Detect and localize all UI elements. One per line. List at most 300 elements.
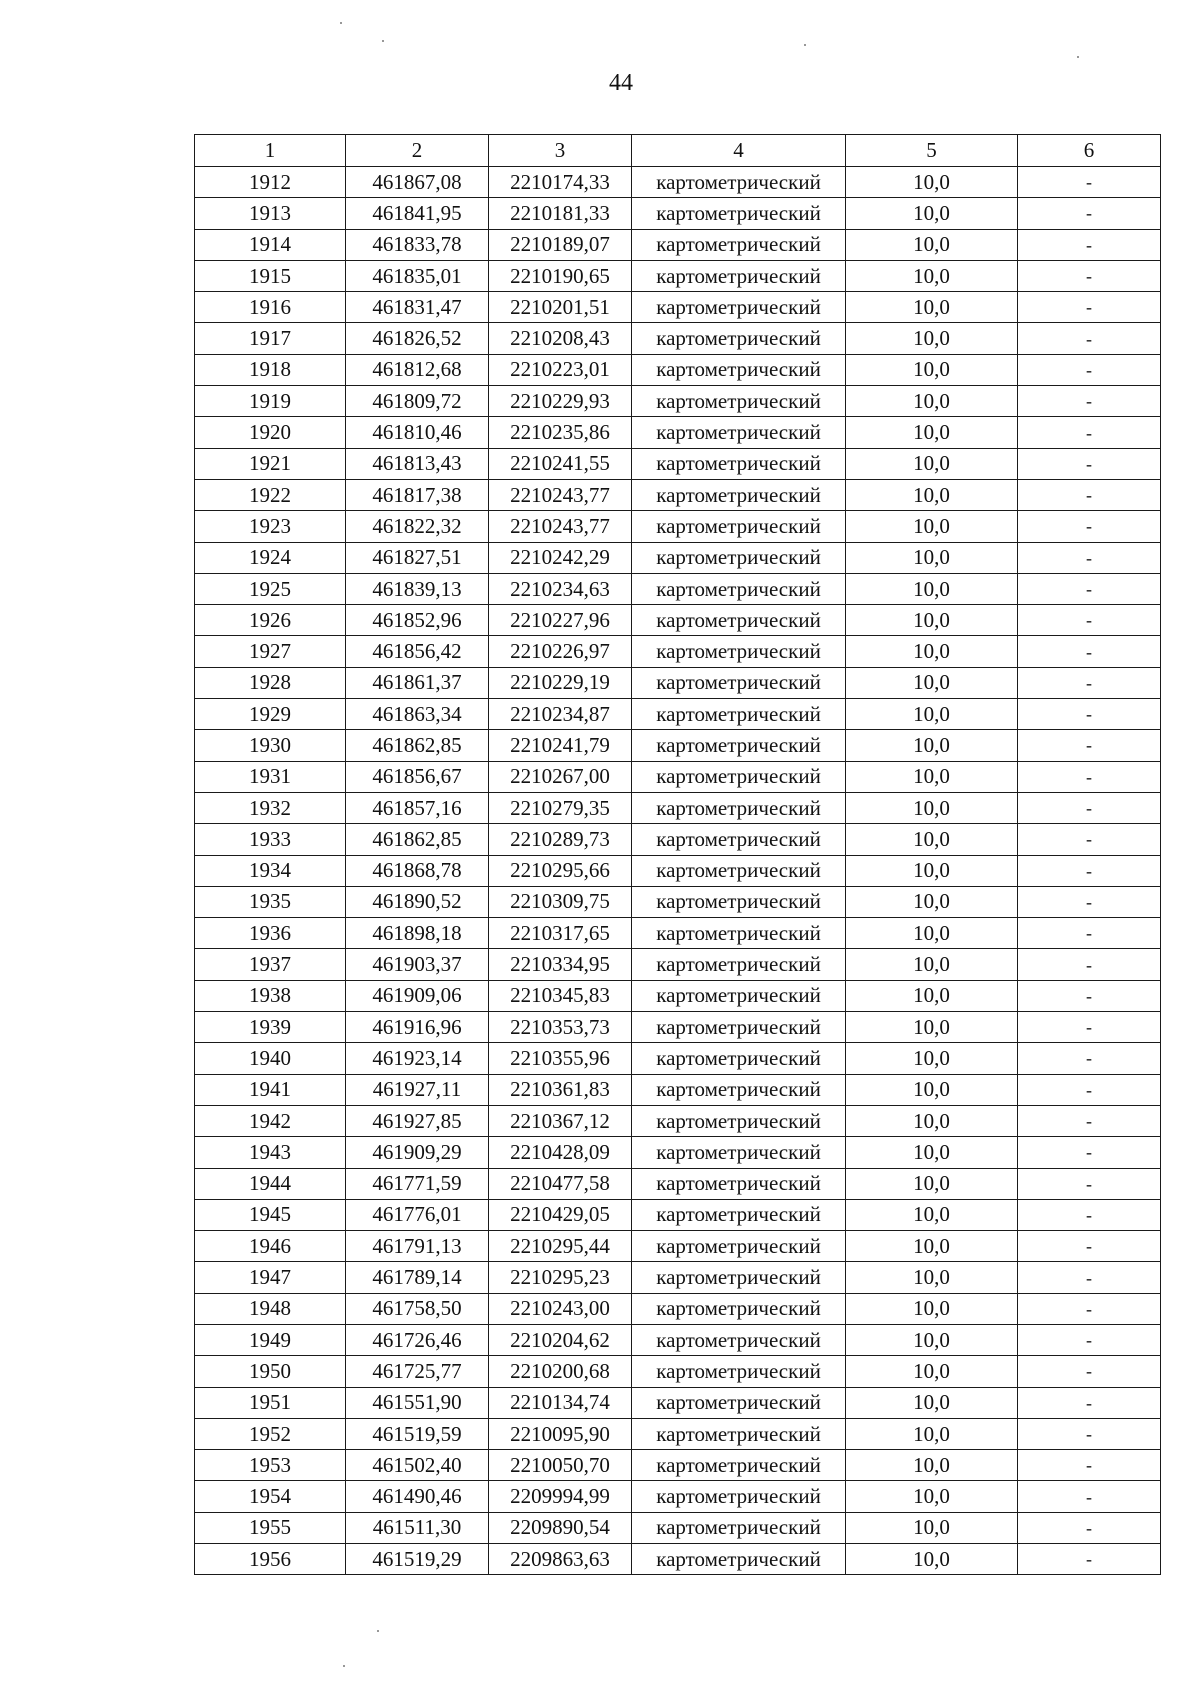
coord-x-cell: 461810,46 bbox=[346, 417, 489, 448]
coord-x-cell: 461890,52 bbox=[346, 886, 489, 917]
accuracy-cell: 10,0 bbox=[846, 1137, 1018, 1168]
table-row bbox=[195, 1356, 1161, 1387]
coord-x-cell: 461916,96 bbox=[346, 1012, 489, 1043]
method-cell: картометрический bbox=[632, 855, 846, 886]
accuracy-cell: 10,0 bbox=[846, 1012, 1018, 1043]
coord-x-cell: 461776,01 bbox=[346, 1199, 489, 1230]
point-number-cell: 1930 bbox=[195, 730, 346, 761]
note-cell: - bbox=[1018, 792, 1161, 823]
note-cell: - bbox=[1018, 699, 1161, 730]
table-row bbox=[195, 1012, 1161, 1043]
accuracy-cell: 10,0 bbox=[846, 542, 1018, 573]
table-row bbox=[195, 1544, 1161, 1575]
note-cell: - bbox=[1018, 886, 1161, 917]
note-cell: - bbox=[1018, 855, 1161, 886]
method-cell: картометрический bbox=[632, 323, 846, 354]
accuracy-cell: 10,0 bbox=[846, 699, 1018, 730]
accuracy-cell: 10,0 bbox=[846, 354, 1018, 385]
point-number-cell: 1938 bbox=[195, 980, 346, 1011]
accuracy-cell: 10,0 bbox=[846, 479, 1018, 510]
point-number-cell: 1933 bbox=[195, 824, 346, 855]
scan-speck bbox=[343, 1665, 345, 1667]
accuracy-cell: 10,0 bbox=[846, 1262, 1018, 1293]
coord-y-cell: 2210050,70 bbox=[489, 1450, 632, 1481]
note-cell: - bbox=[1018, 1137, 1161, 1168]
column-header-5: 5 bbox=[846, 135, 1018, 167]
note-cell: - bbox=[1018, 980, 1161, 1011]
table-row bbox=[195, 1199, 1161, 1230]
coord-y-cell: 2210226,97 bbox=[489, 636, 632, 667]
method-cell: картометрический bbox=[632, 1074, 846, 1105]
note-cell: - bbox=[1018, 573, 1161, 604]
table-row bbox=[195, 761, 1161, 792]
note-cell: - bbox=[1018, 824, 1161, 855]
accuracy-cell: 10,0 bbox=[846, 1324, 1018, 1355]
point-number-cell: 1955 bbox=[195, 1512, 346, 1543]
table-row bbox=[195, 260, 1161, 291]
point-number-cell: 1926 bbox=[195, 605, 346, 636]
coord-x-cell: 461898,18 bbox=[346, 918, 489, 949]
coord-x-cell: 461833,78 bbox=[346, 229, 489, 260]
accuracy-cell: 10,0 bbox=[846, 1199, 1018, 1230]
table-row bbox=[195, 699, 1161, 730]
accuracy-cell: 10,0 bbox=[846, 761, 1018, 792]
coord-x-cell: 461868,78 bbox=[346, 855, 489, 886]
method-cell: картометрический bbox=[632, 1544, 846, 1575]
table-row bbox=[195, 292, 1161, 323]
point-number-cell: 1949 bbox=[195, 1324, 346, 1355]
method-cell: картометрический bbox=[632, 573, 846, 604]
accuracy-cell: 10,0 bbox=[846, 1481, 1018, 1512]
accuracy-cell: 10,0 bbox=[846, 1356, 1018, 1387]
point-number-cell: 1917 bbox=[195, 323, 346, 354]
point-number-cell: 1912 bbox=[195, 167, 346, 198]
coord-y-cell: 2210367,12 bbox=[489, 1105, 632, 1136]
accuracy-cell: 10,0 bbox=[846, 1450, 1018, 1481]
coord-y-cell: 2210229,93 bbox=[489, 386, 632, 417]
coord-x-cell: 461519,29 bbox=[346, 1544, 489, 1575]
accuracy-cell: 10,0 bbox=[846, 1512, 1018, 1543]
coord-y-cell: 2209890,54 bbox=[489, 1512, 632, 1543]
accuracy-cell: 10,0 bbox=[846, 667, 1018, 698]
note-cell: - bbox=[1018, 167, 1161, 198]
note-cell: - bbox=[1018, 730, 1161, 761]
table-row bbox=[195, 229, 1161, 260]
table-row bbox=[195, 1074, 1161, 1105]
point-number-cell: 1921 bbox=[195, 448, 346, 479]
point-number-cell: 1951 bbox=[195, 1387, 346, 1418]
coord-x-cell: 461927,85 bbox=[346, 1105, 489, 1136]
note-cell: - bbox=[1018, 949, 1161, 980]
accuracy-cell: 10,0 bbox=[846, 792, 1018, 823]
point-number-cell: 1932 bbox=[195, 792, 346, 823]
method-cell: картометрический bbox=[632, 260, 846, 291]
note-cell: - bbox=[1018, 1199, 1161, 1230]
accuracy-cell: 10,0 bbox=[846, 918, 1018, 949]
note-cell: - bbox=[1018, 1231, 1161, 1262]
coord-y-cell: 2210353,73 bbox=[489, 1012, 632, 1043]
coord-y-cell: 2210345,83 bbox=[489, 980, 632, 1011]
method-cell: картометрический bbox=[632, 1324, 846, 1355]
coord-y-cell: 2210190,65 bbox=[489, 260, 632, 291]
method-cell: картометрический bbox=[632, 1231, 846, 1262]
column-header-1: 1 bbox=[195, 135, 346, 167]
method-cell: картометрический bbox=[632, 1356, 846, 1387]
coord-x-cell: 461813,43 bbox=[346, 448, 489, 479]
accuracy-cell: 10,0 bbox=[846, 386, 1018, 417]
accuracy-cell: 10,0 bbox=[846, 1387, 1018, 1418]
coord-x-cell: 461862,85 bbox=[346, 824, 489, 855]
table-row bbox=[195, 323, 1161, 354]
table-row bbox=[195, 980, 1161, 1011]
point-number-cell: 1916 bbox=[195, 292, 346, 323]
coord-x-cell: 461758,50 bbox=[346, 1293, 489, 1324]
coord-y-cell: 2210309,75 bbox=[489, 886, 632, 917]
point-number-cell: 1953 bbox=[195, 1450, 346, 1481]
point-number-cell: 1936 bbox=[195, 918, 346, 949]
table-row bbox=[195, 949, 1161, 980]
note-cell: - bbox=[1018, 479, 1161, 510]
accuracy-cell: 10,0 bbox=[846, 573, 1018, 604]
point-number-cell: 1947 bbox=[195, 1262, 346, 1293]
coord-y-cell: 2210235,86 bbox=[489, 417, 632, 448]
table-row bbox=[195, 792, 1161, 823]
accuracy-cell: 10,0 bbox=[846, 167, 1018, 198]
note-cell: - bbox=[1018, 1481, 1161, 1512]
table-row bbox=[195, 1043, 1161, 1074]
method-cell: картометрический bbox=[632, 667, 846, 698]
point-number-cell: 1942 bbox=[195, 1105, 346, 1136]
coord-y-cell: 2209994,99 bbox=[489, 1481, 632, 1512]
method-cell: картометрический bbox=[632, 229, 846, 260]
table-row bbox=[195, 1262, 1161, 1293]
coord-x-cell: 461857,16 bbox=[346, 792, 489, 823]
note-cell: - bbox=[1018, 605, 1161, 636]
table-row bbox=[195, 918, 1161, 949]
method-cell: картометрический bbox=[632, 792, 846, 823]
coord-x-cell: 461822,32 bbox=[346, 511, 489, 542]
table-header bbox=[195, 135, 1161, 167]
point-number-cell: 1943 bbox=[195, 1137, 346, 1168]
scan-speck bbox=[382, 40, 384, 42]
note-cell: - bbox=[1018, 1293, 1161, 1324]
table-row bbox=[195, 636, 1161, 667]
method-cell: картометрический bbox=[632, 417, 846, 448]
method-cell: картометрический bbox=[632, 980, 846, 1011]
method-cell: картометрический bbox=[632, 198, 846, 229]
method-cell: картометрический bbox=[632, 386, 846, 417]
table-row bbox=[195, 824, 1161, 855]
table-row bbox=[195, 1231, 1161, 1262]
point-number-cell: 1950 bbox=[195, 1356, 346, 1387]
table-row bbox=[195, 1481, 1161, 1512]
coord-y-cell: 2210134,74 bbox=[489, 1387, 632, 1418]
coord-x-cell: 461867,08 bbox=[346, 167, 489, 198]
note-cell: - bbox=[1018, 1043, 1161, 1074]
point-number-cell: 1946 bbox=[195, 1231, 346, 1262]
coord-y-cell: 2210243,00 bbox=[489, 1293, 632, 1324]
coord-y-cell: 2210317,65 bbox=[489, 918, 632, 949]
coord-x-cell: 461511,30 bbox=[346, 1512, 489, 1543]
coord-x-cell: 461551,90 bbox=[346, 1387, 489, 1418]
table-row bbox=[195, 167, 1161, 198]
coord-y-cell: 2210234,63 bbox=[489, 573, 632, 604]
coord-x-cell: 461725,77 bbox=[346, 1356, 489, 1387]
note-cell: - bbox=[1018, 511, 1161, 542]
table-row bbox=[195, 886, 1161, 917]
coord-x-cell: 461861,37 bbox=[346, 667, 489, 698]
method-cell: картометрический bbox=[632, 1105, 846, 1136]
table-row bbox=[195, 479, 1161, 510]
table-row bbox=[195, 667, 1161, 698]
coord-y-cell: 2210189,07 bbox=[489, 229, 632, 260]
accuracy-cell: 10,0 bbox=[846, 1105, 1018, 1136]
note-cell: - bbox=[1018, 918, 1161, 949]
coord-x-cell: 461909,29 bbox=[346, 1137, 489, 1168]
coord-y-cell: 2210295,23 bbox=[489, 1262, 632, 1293]
coord-x-cell: 461519,59 bbox=[346, 1418, 489, 1449]
column-header-4: 4 bbox=[632, 135, 846, 167]
point-number-cell: 1956 bbox=[195, 1544, 346, 1575]
accuracy-cell: 10,0 bbox=[846, 1418, 1018, 1449]
scan-speck bbox=[340, 22, 342, 24]
table-row bbox=[195, 1324, 1161, 1355]
accuracy-cell: 10,0 bbox=[846, 605, 1018, 636]
accuracy-cell: 10,0 bbox=[846, 292, 1018, 323]
coord-y-cell: 2209863,63 bbox=[489, 1544, 632, 1575]
accuracy-cell: 10,0 bbox=[846, 1074, 1018, 1105]
point-number-cell: 1944 bbox=[195, 1168, 346, 1199]
coord-x-cell: 461502,40 bbox=[346, 1450, 489, 1481]
accuracy-cell: 10,0 bbox=[846, 949, 1018, 980]
note-cell: - bbox=[1018, 292, 1161, 323]
table-row bbox=[195, 1293, 1161, 1324]
point-number-cell: 1935 bbox=[195, 886, 346, 917]
point-number-cell: 1948 bbox=[195, 1293, 346, 1324]
coord-y-cell: 2210227,96 bbox=[489, 605, 632, 636]
point-number-cell: 1934 bbox=[195, 855, 346, 886]
coord-x-cell: 461817,38 bbox=[346, 479, 489, 510]
table-row bbox=[195, 1105, 1161, 1136]
accuracy-cell: 10,0 bbox=[846, 1043, 1018, 1074]
table-row bbox=[195, 1387, 1161, 1418]
point-number-cell: 1929 bbox=[195, 699, 346, 730]
method-cell: картометрический bbox=[632, 1199, 846, 1230]
table-row bbox=[195, 198, 1161, 229]
point-number-cell: 1914 bbox=[195, 229, 346, 260]
coord-y-cell: 2210267,00 bbox=[489, 761, 632, 792]
note-cell: - bbox=[1018, 448, 1161, 479]
point-number-cell: 1922 bbox=[195, 479, 346, 510]
coord-y-cell: 2210229,19 bbox=[489, 667, 632, 698]
coord-x-cell: 461490,46 bbox=[346, 1481, 489, 1512]
coord-x-cell: 461791,13 bbox=[346, 1231, 489, 1262]
column-header-3: 3 bbox=[489, 135, 632, 167]
coord-y-cell: 2210174,33 bbox=[489, 167, 632, 198]
method-cell: картометрический bbox=[632, 761, 846, 792]
note-cell: - bbox=[1018, 636, 1161, 667]
coordinates-table bbox=[194, 134, 1161, 1575]
coord-x-cell: 461862,85 bbox=[346, 730, 489, 761]
accuracy-cell: 10,0 bbox=[846, 323, 1018, 354]
coord-y-cell: 2210295,66 bbox=[489, 855, 632, 886]
point-number-cell: 1915 bbox=[195, 260, 346, 291]
coord-y-cell: 2210243,77 bbox=[489, 479, 632, 510]
coord-y-cell: 2210242,29 bbox=[489, 542, 632, 573]
coord-y-cell: 2210200,68 bbox=[489, 1356, 632, 1387]
accuracy-cell: 10,0 bbox=[846, 198, 1018, 229]
coord-y-cell: 2210181,33 bbox=[489, 198, 632, 229]
table-row bbox=[195, 417, 1161, 448]
note-cell: - bbox=[1018, 1012, 1161, 1043]
point-number-cell: 1920 bbox=[195, 417, 346, 448]
coord-x-cell: 461809,72 bbox=[346, 386, 489, 417]
coord-y-cell: 2210295,44 bbox=[489, 1231, 632, 1262]
accuracy-cell: 10,0 bbox=[846, 855, 1018, 886]
coord-y-cell: 2210429,05 bbox=[489, 1199, 632, 1230]
accuracy-cell: 10,0 bbox=[846, 260, 1018, 291]
note-cell: - bbox=[1018, 1324, 1161, 1355]
coord-y-cell: 2210208,43 bbox=[489, 323, 632, 354]
method-cell: картометрический bbox=[632, 542, 846, 573]
method-cell: картометрический bbox=[632, 949, 846, 980]
point-number-cell: 1927 bbox=[195, 636, 346, 667]
coord-x-cell: 461812,68 bbox=[346, 354, 489, 385]
method-cell: картометрический bbox=[632, 1450, 846, 1481]
note-cell: - bbox=[1018, 1168, 1161, 1199]
point-number-cell: 1945 bbox=[195, 1199, 346, 1230]
accuracy-cell: 10,0 bbox=[846, 448, 1018, 479]
coord-x-cell: 461726,46 bbox=[346, 1324, 489, 1355]
point-number-cell: 1913 bbox=[195, 198, 346, 229]
coord-x-cell: 461903,37 bbox=[346, 949, 489, 980]
table-row bbox=[195, 1137, 1161, 1168]
note-cell: - bbox=[1018, 761, 1161, 792]
coord-y-cell: 2210279,35 bbox=[489, 792, 632, 823]
method-cell: картометрический bbox=[632, 1293, 846, 1324]
note-cell: - bbox=[1018, 1105, 1161, 1136]
coord-x-cell: 461839,13 bbox=[346, 573, 489, 604]
coord-y-cell: 2210204,62 bbox=[489, 1324, 632, 1355]
method-cell: картометрический bbox=[632, 730, 846, 761]
coord-y-cell: 2210355,96 bbox=[489, 1043, 632, 1074]
note-cell: - bbox=[1018, 1356, 1161, 1387]
table-row bbox=[195, 1450, 1161, 1481]
point-number-cell: 1940 bbox=[195, 1043, 346, 1074]
coord-y-cell: 2210241,79 bbox=[489, 730, 632, 761]
coord-x-cell: 461856,42 bbox=[346, 636, 489, 667]
point-number-cell: 1928 bbox=[195, 667, 346, 698]
point-number-cell: 1918 bbox=[195, 354, 346, 385]
coord-x-cell: 461863,34 bbox=[346, 699, 489, 730]
table-row bbox=[195, 1168, 1161, 1199]
method-cell: картометрический bbox=[632, 448, 846, 479]
coord-x-cell: 461831,47 bbox=[346, 292, 489, 323]
table-row bbox=[195, 542, 1161, 573]
note-cell: - bbox=[1018, 354, 1161, 385]
note-cell: - bbox=[1018, 260, 1161, 291]
scan-speck bbox=[1077, 56, 1079, 58]
method-cell: картометрический bbox=[632, 824, 846, 855]
note-cell: - bbox=[1018, 1262, 1161, 1293]
table-row bbox=[195, 511, 1161, 542]
method-cell: картометрический bbox=[632, 636, 846, 667]
coord-y-cell: 2210095,90 bbox=[489, 1418, 632, 1449]
coord-y-cell: 2210334,95 bbox=[489, 949, 632, 980]
coord-x-cell: 461771,59 bbox=[346, 1168, 489, 1199]
method-cell: картометрический bbox=[632, 354, 846, 385]
coord-y-cell: 2210477,58 bbox=[489, 1168, 632, 1199]
coord-x-cell: 461826,52 bbox=[346, 323, 489, 354]
table-row bbox=[195, 1512, 1161, 1543]
note-cell: - bbox=[1018, 1387, 1161, 1418]
note-cell: - bbox=[1018, 1544, 1161, 1575]
coord-x-cell: 461852,96 bbox=[346, 605, 489, 636]
point-number-cell: 1923 bbox=[195, 511, 346, 542]
table-row bbox=[195, 573, 1161, 604]
method-cell: картометрический bbox=[632, 1418, 846, 1449]
point-number-cell: 1924 bbox=[195, 542, 346, 573]
method-cell: картометрический bbox=[632, 886, 846, 917]
coord-x-cell: 461927,11 bbox=[346, 1074, 489, 1105]
method-cell: картометрический bbox=[632, 1168, 846, 1199]
method-cell: картометрический bbox=[632, 292, 846, 323]
table-row bbox=[195, 386, 1161, 417]
column-header-2: 2 bbox=[346, 135, 489, 167]
scan-speck bbox=[804, 44, 806, 46]
point-number-cell: 1954 bbox=[195, 1481, 346, 1512]
accuracy-cell: 10,0 bbox=[846, 1293, 1018, 1324]
note-cell: - bbox=[1018, 667, 1161, 698]
note-cell: - bbox=[1018, 1512, 1161, 1543]
method-cell: картометрический bbox=[632, 1481, 846, 1512]
page-number: 44 bbox=[609, 70, 633, 96]
accuracy-cell: 10,0 bbox=[846, 636, 1018, 667]
coord-y-cell: 2210201,51 bbox=[489, 292, 632, 323]
note-cell: - bbox=[1018, 1074, 1161, 1105]
table-row bbox=[195, 605, 1161, 636]
method-cell: картометрический bbox=[632, 1512, 846, 1543]
point-number-cell: 1937 bbox=[195, 949, 346, 980]
scan-speck bbox=[377, 1630, 379, 1632]
accuracy-cell: 10,0 bbox=[846, 980, 1018, 1011]
coord-y-cell: 2210289,73 bbox=[489, 824, 632, 855]
table-row bbox=[195, 1418, 1161, 1449]
coord-y-cell: 2210234,87 bbox=[489, 699, 632, 730]
point-number-cell: 1925 bbox=[195, 573, 346, 604]
note-cell: - bbox=[1018, 1418, 1161, 1449]
note-cell: - bbox=[1018, 417, 1161, 448]
accuracy-cell: 10,0 bbox=[846, 824, 1018, 855]
method-cell: картометрический bbox=[632, 918, 846, 949]
accuracy-cell: 10,0 bbox=[846, 1544, 1018, 1575]
accuracy-cell: 10,0 bbox=[846, 1168, 1018, 1199]
table-body bbox=[195, 167, 1161, 1575]
method-cell: картометрический bbox=[632, 167, 846, 198]
note-cell: - bbox=[1018, 542, 1161, 573]
table-row bbox=[195, 354, 1161, 385]
note-cell: - bbox=[1018, 1450, 1161, 1481]
coord-x-cell: 461909,06 bbox=[346, 980, 489, 1011]
coord-x-cell: 461827,51 bbox=[346, 542, 489, 573]
coord-x-cell: 461789,14 bbox=[346, 1262, 489, 1293]
method-cell: картометрический bbox=[632, 1012, 846, 1043]
method-cell: картометрический bbox=[632, 479, 846, 510]
note-cell: - bbox=[1018, 198, 1161, 229]
method-cell: картометрический bbox=[632, 511, 846, 542]
note-cell: - bbox=[1018, 229, 1161, 260]
accuracy-cell: 10,0 bbox=[846, 511, 1018, 542]
